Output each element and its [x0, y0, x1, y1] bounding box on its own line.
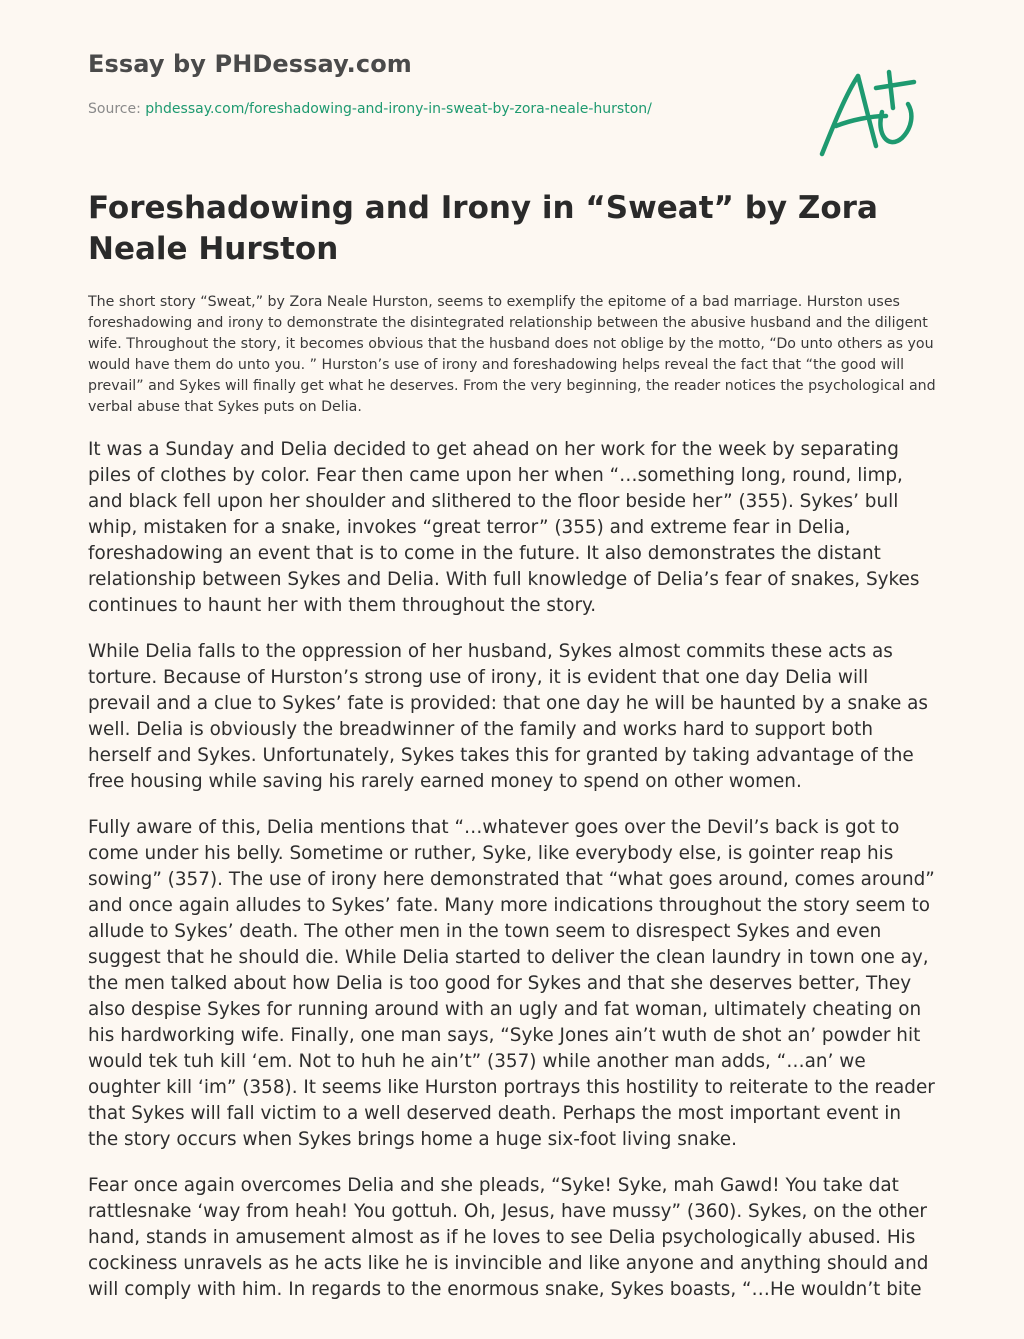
intro-paragraph: The short story “Sweat,” by Zora Neale Hurston, seems to exemplify the epitome of a bad marriage. Hurston uses foreshadowing and irony to demonstrate the disintegrated relationship between the abusive husband and the diligent wife. Throughout the story, it becomes obvious that the husband does not oblige by the motto, “Do unto others as you would have them do unto you. ” Hurston’s use of irony and foreshadowing helps reveal the fact that “the good will prevail” and Sykes will finally get what he deserves. From the very beginning, the reader notices the psychological and verbal abuse that Sykes puts on Delia. [88, 294, 936, 415]
source-label: Source: [88, 101, 141, 117]
essay-body [88, 437, 936, 1323]
body-paragraph: It was a Sunday and Delia decided to get ahead on her work for the week by separating piles of clothes by color. Fear then came upon her when “…something long, round, limp, and black fell upon her shoulder and slithered to the floor beside her” (355). Sykes’ bull whip, mistaken for a snake, invokes “great terror” (355) and extreme fear in Delia, foreshadowing an event that is to come in the future. It also demonstrates the distant relationship between Sykes and Delia. With full knowledge of Delia’s fear of snakes, Sykes continues to haunt her with them throughout the story. [88, 439, 920, 616]
site-title: Essay by PHDessay.com [88, 50, 412, 78]
body-paragraph: Fear once again overcomes Delia and she pleads, “Syke! Syke, mah Gawd! You take dat rattlesnake ‘way from heah! You gottuh. Oh, Jesus, have mussy” (360). Sykes, on the other hand, stands in amusement almost as if he loves to see Delia psychologically abused. His cockiness unravels as he acts like he is invincible and like anyone and anything should and will comply with him. In regards to the enormous snake, Sykes boasts, “…He wouldn’t bite [88, 1175, 929, 1300]
a-plus-logo [816, 64, 926, 164]
essay-title: Foreshadowing and Irony in “Sweat” by Zora Neale Hurston [88, 190, 878, 267]
document-page [88, 0, 936, 1339]
source-link[interactable]: phdessay.com/foreshadowing-and-irony-in-sweat-by-zora-neale-hurston/ [145, 101, 652, 117]
a-plus-logo-icon [816, 64, 926, 164]
source-line [88, 101, 652, 117]
body-paragraph: While Delia falls to the oppression of her husband, Sykes almost commits these acts as torture. Because of Hurston’s strong use of irony, it is evident that one day Delia will prevail and a clue to Sykes’ fate is provided: that one day he will be haunted by a snake as well. Delia is obviously the breadwinner of the family and works hard to support both herself and Sykes. Unfortunately, Sykes takes this for granted by taking advantage of the free housing while saving his rarely earned money to spend on other women. [88, 641, 928, 792]
body-paragraph: Fully aware of this, Delia mentions that “…whatever goes over the Devil’s back is got to come under his belly. Sometime or ruther, Syke, like everybody else, is gointer reap his sowing” (357). The use of irony here demonstrated that “what goes around, comes around” and once again alludes to Sykes’ fate. Many more indications throughout the story seem to allude to Sykes’ death. The other men in the town seem to disrespect Sykes and even suggest that he should die. While Delia started to deliver the clean laundry in town one ay, the men talked about how Delia is too good for Sykes and that she deserves better, They also despise Sykes for running around with an ugly and fat woman, ultimately cheating on his hardworking wife. Finally, one man says, “Syke Jones ain’t wuth de shot an’ powder hit would tek tuh kill ‘em. Not to huh he ain’t” (357) while another man adds, “…an’ we oughter kill ‘im” (358). It seems like Hurston portrays this hostility to reiterate to the reader that Sykes will fall victim to a well deserved death. Perhaps the most important event in the story occurs when Sykes brings home a huge six-foot living snake. [88, 817, 935, 1150]
